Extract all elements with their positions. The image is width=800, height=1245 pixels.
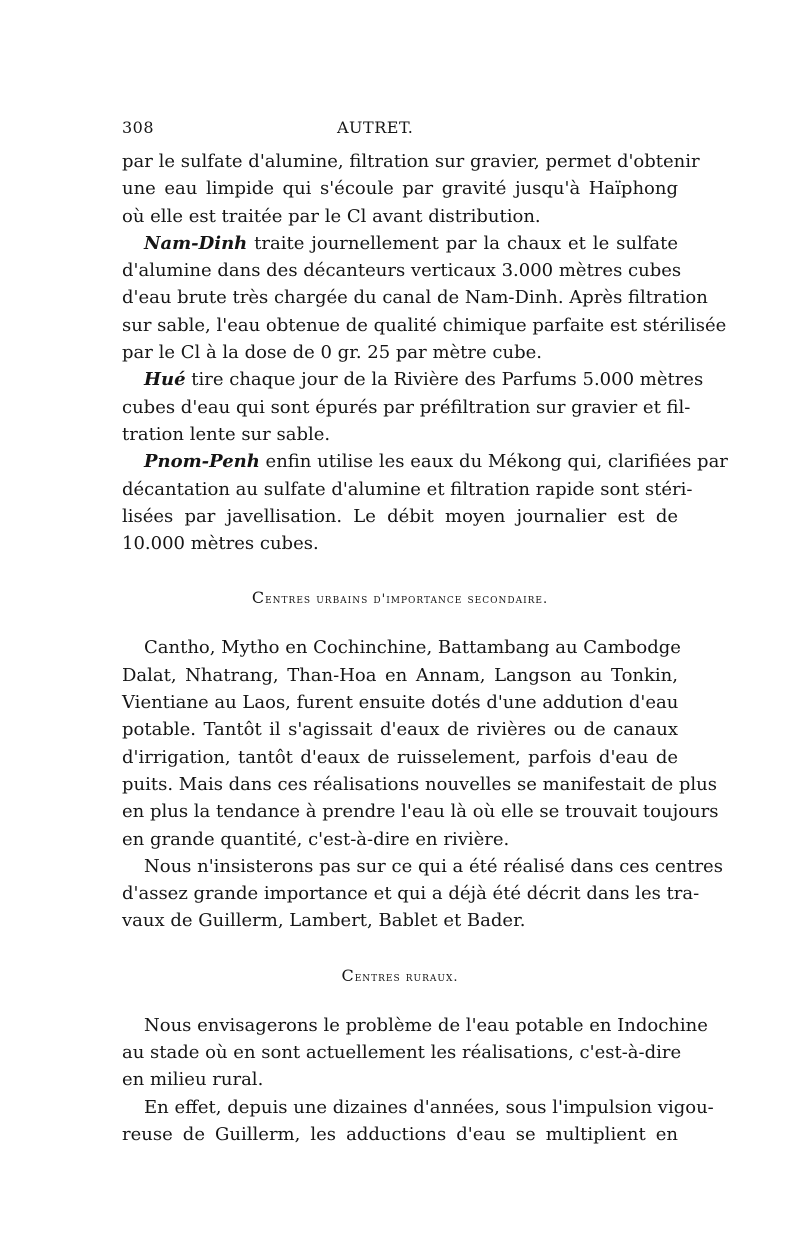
paragraph-hue: [122, 366, 704, 448]
text-line: puits. Mais dans ces réalisations nouvelles se manifestait de plus: [122, 773, 717, 795]
paragraph-guillerm: [122, 1094, 714, 1149]
paragraph-nam-dinh: [122, 230, 727, 366]
text-line: Cantho, Mytho en Cochinchine, Battambang au Cambodge: [144, 637, 681, 659]
text-run: traite journellement par la chaux et le sulfate: [247, 232, 678, 254]
text-line: en plus la tendance à prendre l'eau là où elle se trouvait toujours: [122, 801, 719, 823]
text-line: Nous envisagerons le problème de l'eau potable en Indochine: [144, 1014, 708, 1036]
text-line: par le Cl à la dose de 0 gr. 25 par mètre cube.: [122, 342, 542, 364]
paragraph-haiphong: [122, 148, 700, 230]
heading-text: entres urbains d'importance secondaire.: [265, 592, 549, 608]
heading-initial: C: [251, 588, 266, 608]
paragraph-pnom-penh: [122, 448, 728, 557]
heading-text: entres ruraux.: [354, 969, 459, 985]
text-line: sur sable, l'eau obtenue de qualité chimique parfaite est stérilisée: [122, 314, 727, 336]
text-line: reuse de Guillerm, les adductions d'eau se multiplient en: [122, 1123, 678, 1145]
text-line: d'eau brute très chargée du canal de Nam-Dinh. Après filtration: [122, 287, 708, 309]
running-header: [122, 118, 678, 148]
paragraph-secondary-centres: [122, 634, 719, 852]
text-line: [122, 448, 728, 475]
place-name: Nam-Dinh: [144, 232, 248, 254]
text-line: d'alumine dans des décanteurs verticaux 3.000 mètres cubes: [122, 260, 682, 282]
text-line: une eau limpide qui s'écoule par gravité jusqu'à Haïphong: [122, 178, 678, 200]
text-line: tration lente sur sable.: [122, 423, 331, 445]
text-line: d'irrigation, tantôt d'eaux de ruisselement, parfois d'eau de: [122, 746, 678, 768]
book-page: [122, 118, 728, 1148]
text-run: tire chaque jour de la Rivière des Parfums 5.000 mètres: [185, 369, 704, 391]
text-line: où elle est traitée par le Cl avant distribution.: [122, 205, 541, 227]
text-line: au stade où en sont actuellement les réalisations, c'est-à-dire: [122, 1042, 682, 1064]
text-line: vaux de Guillerm, Lambert, Bablet et Bader.: [122, 910, 526, 932]
text-line: Nous n'insisterons pas sur ce qui a été réalisé dans ces centres: [144, 855, 723, 877]
heading-initial: C: [341, 965, 355, 985]
paragraph-references: [122, 853, 723, 935]
text-line: lisées par javellisation. Le débit moyen journalier est de: [122, 505, 678, 527]
text-line: Vientiane au Laos, furent ensuite dotés d'une addution d'eau: [122, 692, 679, 714]
text-line: potable. Tantôt il s'agissait d'eaux de rivières ou de canaux: [122, 719, 678, 741]
text-run: enfin utilise les eaux du Mékong qui, clarifiées par: [259, 451, 728, 473]
text-line: Dalat, Nhatrang, Than-Hoa en Annam, Langson au Tonkin,: [122, 664, 678, 686]
text-line: par le sulfate d'alumine, filtration sur gravier, permet d'obtenir: [122, 151, 700, 172]
text-line: décantation au sulfate d'alumine et filtration rapide sont stéri-: [122, 478, 693, 500]
text-line: [122, 230, 678, 257]
page-number: 308: [122, 118, 155, 137]
text-line: en grande quantité, c'est-à-dire en rivière.: [122, 828, 510, 850]
text-line: en milieu rural.: [122, 1069, 264, 1091]
place-name: Hué: [144, 369, 186, 391]
text-line: En effet, depuis une dizaines d'années, sous l'impulsion vigou-: [144, 1096, 714, 1118]
text-line: cubes d'eau qui sont épurés par préfiltration sur gravier et fil-: [122, 396, 691, 418]
text-line: d'assez grande importance et qui a déjà été décrit dans les tra-: [122, 883, 700, 905]
place-name: Pnom-Penh: [144, 451, 260, 473]
running-title: AUTRET.: [337, 118, 414, 137]
section-heading-urban-centres: [122, 588, 678, 607]
section-heading-rural-centres: [122, 966, 678, 985]
paragraph-rural-problem: [122, 1012, 708, 1094]
text-line: [122, 366, 704, 393]
text-line: 10.000 mètres cubes.: [122, 533, 319, 555]
